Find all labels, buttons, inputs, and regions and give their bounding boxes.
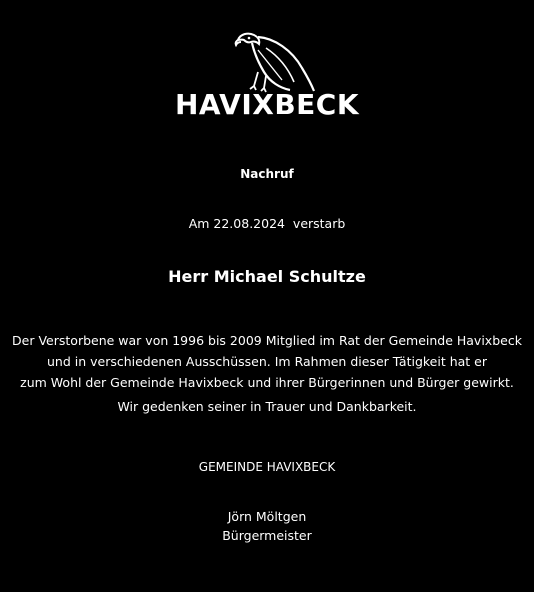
organization-name: GEMEINDE HAVIXBECK bbox=[198, 460, 336, 474]
memorial-line: Wir gedenken seiner in Trauer und Dankbarkeit. bbox=[117, 399, 417, 414]
hawk-icon bbox=[228, 28, 318, 94]
body-line: und in verschiedenen Ausschüssen. Im Rahmen dieser Tätigkeit hat er bbox=[46, 354, 488, 369]
body-paragraph bbox=[0, 330, 534, 393]
deceased-name: Herr Michael Schultze bbox=[168, 267, 366, 286]
notice-heading: Nachruf bbox=[240, 167, 294, 181]
signer-name: Jörn Möltgen bbox=[227, 509, 307, 524]
body-line: zum Wohl der Gemeinde Havixbeck und ihrer Bürgerinnen und Bürger gewirkt. bbox=[20, 375, 514, 390]
body-line: Der Verstorbene war von 1996 bis 2009 Mitglied im Rat der Gemeinde Havixbeck bbox=[12, 333, 522, 348]
signer-title: Bürgermeister bbox=[222, 528, 312, 543]
logo-wordmark: HAVIXBECK bbox=[174, 88, 360, 121]
date-line: Am 22.08.2024 verstarb bbox=[188, 216, 346, 231]
